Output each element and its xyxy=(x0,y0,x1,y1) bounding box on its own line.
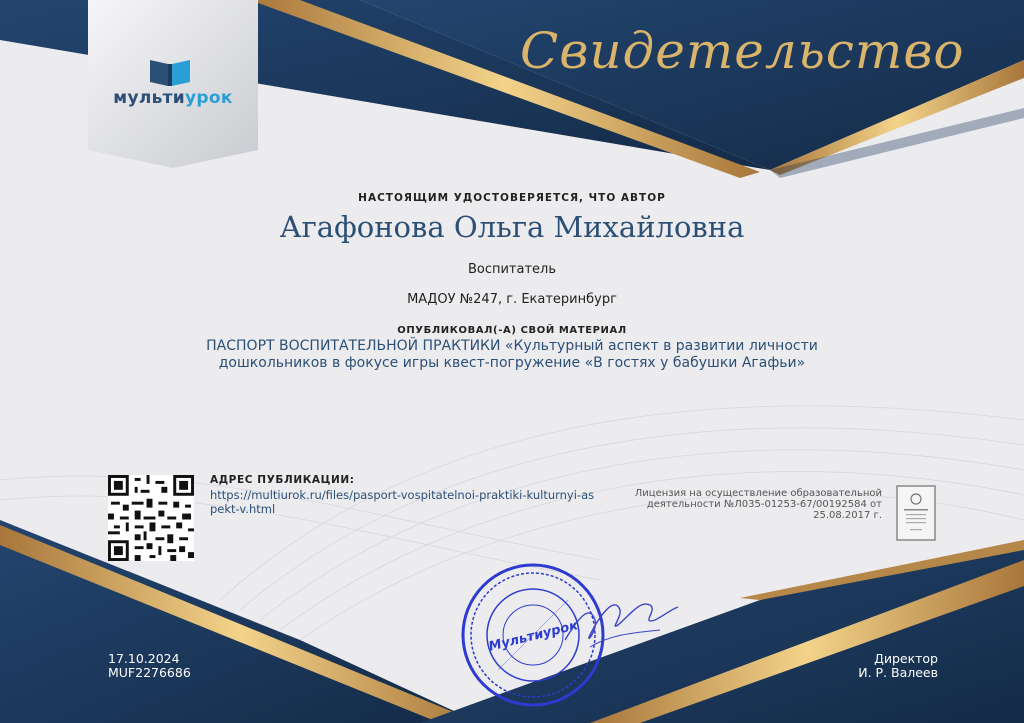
license-document-icon xyxy=(896,485,936,541)
multiurok-logo-text: мультиурок xyxy=(113,88,233,108)
material-title-line2: дошкольников в фокусе игры квест-погружение «В гостях у бабушки Агафьи» xyxy=(218,355,806,371)
stamp-brand: Мультиурок xyxy=(487,618,580,655)
director-title: Директор xyxy=(874,651,938,666)
publication-url-link[interactable]: https://multiurok.ru/files/pasport-vospitatelnoi-praktiki-kulturnyi-aspekt-v.html xyxy=(210,488,595,516)
certificate-code: MUF2276686 xyxy=(108,665,191,680)
author-name: Агафонова Ольга Михайловна xyxy=(279,210,745,244)
signature-icon xyxy=(560,585,680,655)
material-title-line1: ПАСПОРТ ВОСПИТАТЕЛЬНОЙ ПРАКТИКИ «Культурный аспект в развитии личности xyxy=(206,338,818,354)
license-text: Лицензия на осуществление образовательной деятельности №Л035-01253-67/00192584 от 25.08.2017 г. xyxy=(634,488,882,521)
certify-line: НАСТОЯЩИМ УДОСТОВЕРЯЕТСЯ, ЧТО АВТОР xyxy=(358,192,666,204)
director-name: И. Р. Валеев xyxy=(858,665,938,680)
material-title xyxy=(0,338,1024,372)
certificate-title: Свидетельство xyxy=(520,22,965,80)
publication-address-label: АДРЕС ПУБЛИКАЦИИ: xyxy=(210,474,355,486)
author-position: Воспитатель xyxy=(467,262,557,277)
author-organization: МАДОУ №247, г. Екатеринбург xyxy=(407,292,617,307)
multiurok-logo-icon xyxy=(148,56,192,86)
published-label: ОПУБЛИКОВАЛ(-А) СВОЙ МАТЕРИАЛ xyxy=(397,325,627,336)
qr-code-icon[interactable] xyxy=(108,475,194,561)
issue-date: 17.10.2024 xyxy=(108,651,180,666)
